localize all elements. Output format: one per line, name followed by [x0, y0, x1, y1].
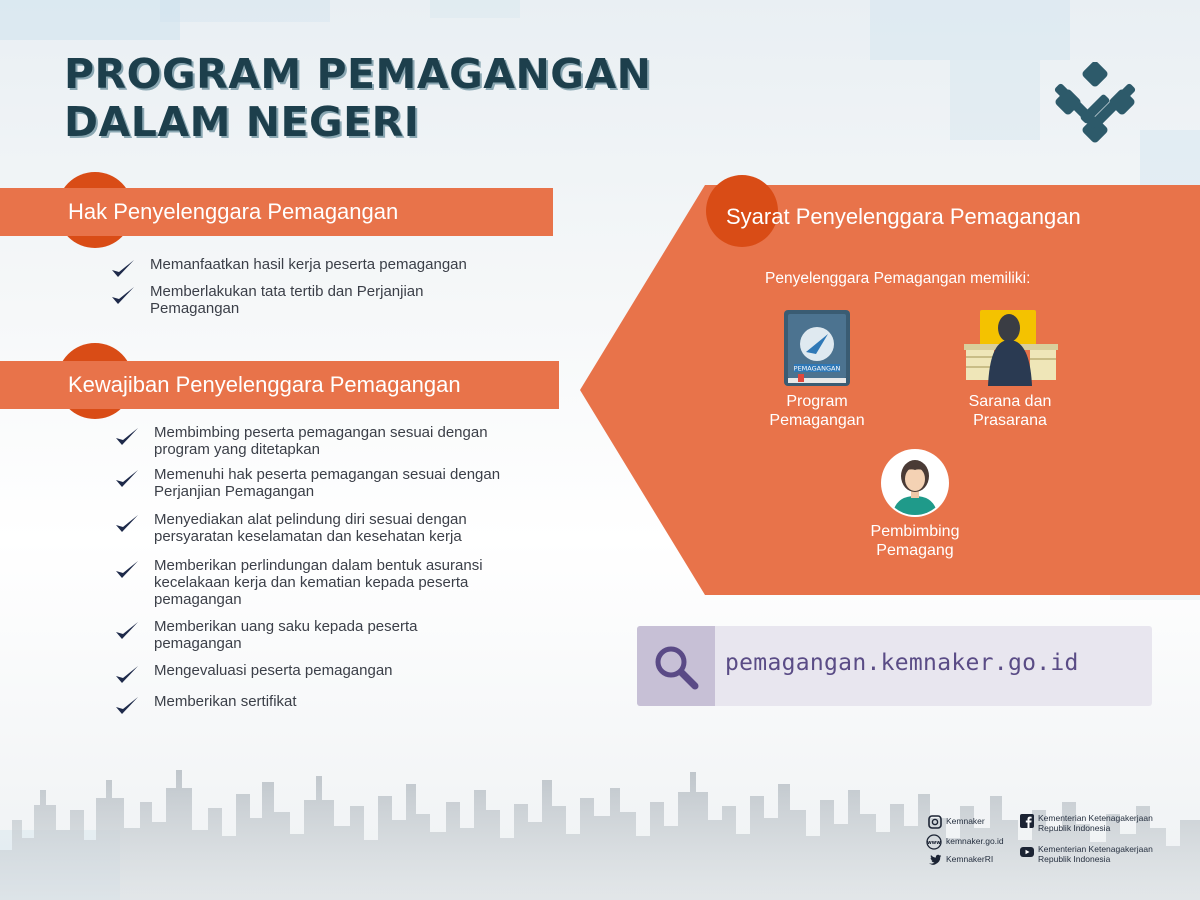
requirement-pembimbing-line-2: Pemagang [876, 542, 954, 559]
requirement-program [752, 308, 882, 430]
search-icon-container [637, 626, 715, 706]
www-icon-label: www [927, 840, 941, 846]
checkmark-icon [114, 513, 140, 535]
list-item [114, 466, 514, 500]
checkmark-icon [114, 559, 140, 581]
list-item [114, 557, 514, 608]
list-item [114, 618, 494, 652]
instagram-icon [928, 815, 942, 829]
book-cover-label: PEMAGANGAN [793, 364, 841, 373]
list-item-text: Mengevaluasi peserta pemagangan [154, 662, 393, 679]
background-tile [1140, 130, 1200, 190]
checkmark-icon [114, 426, 140, 448]
list-item [110, 283, 470, 317]
checkmark-icon [110, 285, 136, 307]
title-line-1: PROGRAM PEMAGANGAN [64, 50, 652, 98]
list-item-text: Memberikan uang saku kepada peserta pemagangan [154, 618, 418, 652]
requirement-sarana [950, 306, 1070, 430]
requirement-pembimbing [855, 448, 975, 560]
checkmark-icon [114, 664, 140, 686]
footer-youtube-line-1: Kementerian Ketenagakerjaan [1038, 844, 1153, 854]
background-tile [870, 0, 1070, 60]
syarat-section-title: Syarat Penyelenggara Pemagangan [726, 204, 1081, 229]
checkmark-icon [114, 468, 140, 490]
checkmark-icon [114, 620, 140, 642]
list-item [114, 511, 544, 545]
background-tile [0, 0, 180, 40]
footer-website[interactable] [926, 834, 1004, 850]
title-line-2: DALAM NEGERI [64, 98, 420, 146]
mentor-avatar-icon [880, 448, 950, 518]
footer-instagram-label: Kemnaker [946, 816, 985, 827]
www-icon [926, 834, 942, 850]
list-item-text: Memenuhi hak peserta pemagangan sesuai dengan Perjanjian Pemagangan [154, 466, 501, 500]
search-icon [637, 626, 715, 706]
requirement-pembimbing-line-1: Pembimbing [870, 523, 960, 540]
list-item-text: Menyediakan alat pelindung diri sesuai dengan persyaratan keselamatan dan kesehatan kerja [154, 511, 467, 545]
requirement-program-line-1: Program [786, 393, 848, 410]
footer-instagram[interactable] [928, 815, 985, 829]
background-tile [950, 60, 1040, 140]
kewajiban-list [114, 424, 554, 710]
kewajiban-section-header [0, 361, 559, 409]
footer-website-label: kemnaker.go.id [946, 836, 1004, 847]
footer-youtube[interactable] [1020, 845, 1153, 864]
list-item [114, 662, 554, 679]
list-item-text: Memanfaatkan hasil kerja peserta pemagangan [150, 256, 467, 273]
list-item-text: Membimbing peserta pemagangan sesuai dengan program yang ditetapkan [154, 424, 488, 458]
checkmark-icon [110, 258, 136, 280]
facebook-icon [1020, 814, 1034, 828]
requirement-sarana-line-2: Prasarana [973, 412, 1047, 429]
list-item-text: Memberlakukan tata tertib dan Perjanjian Pemagangan [150, 283, 424, 317]
background-tile [430, 0, 520, 18]
youtube-icon [1020, 845, 1034, 859]
requirement-program-line-2: Pemagangan [769, 412, 865, 429]
kemnaker-logo-icon [1050, 62, 1140, 152]
footer-twitter[interactable] [928, 853, 993, 867]
requirement-sarana-line-1: Sarana dan [968, 393, 1052, 410]
kewajiban-section-title: Kewajiban Penyelenggara Pemagangan [68, 372, 461, 397]
twitter-icon [928, 853, 942, 867]
website-search-box[interactable] [637, 626, 1152, 706]
hak-list [110, 256, 540, 317]
website-url[interactable]: pemagangan.kemnaker.go.id [725, 650, 1079, 676]
book-icon [780, 308, 854, 388]
background-tile [160, 0, 330, 22]
checkmark-icon [114, 695, 140, 717]
workspace-icon [960, 306, 1060, 388]
footer-facebook[interactable] [1020, 814, 1153, 833]
list-item [114, 693, 554, 710]
footer-facebook-line-1: Kementerian Ketenagakerjaan [1038, 813, 1153, 823]
syarat-subtitle: Penyelenggara Pemagangan memiliki: [765, 270, 1031, 287]
list-item [110, 256, 540, 273]
footer-youtube-line-2: Republik Indonesia [1038, 853, 1111, 864]
list-item-text: Memberikan perlindungan dalam bentuk asuransi kecelakaan kerja dan kematian kepada peserta pemagangan [154, 557, 483, 608]
list-item [114, 424, 514, 458]
footer-facebook-line-2: Republik Indonesia [1038, 822, 1111, 833]
page-title [64, 50, 764, 146]
city-skyline [0, 710, 1200, 900]
list-item-text: Memberikan sertifikat [154, 693, 297, 710]
hak-section-title: Hak Penyelenggara Pemagangan [68, 199, 399, 224]
hak-section-header [0, 188, 553, 236]
footer-twitter-label: KemnakerRI [946, 854, 994, 865]
